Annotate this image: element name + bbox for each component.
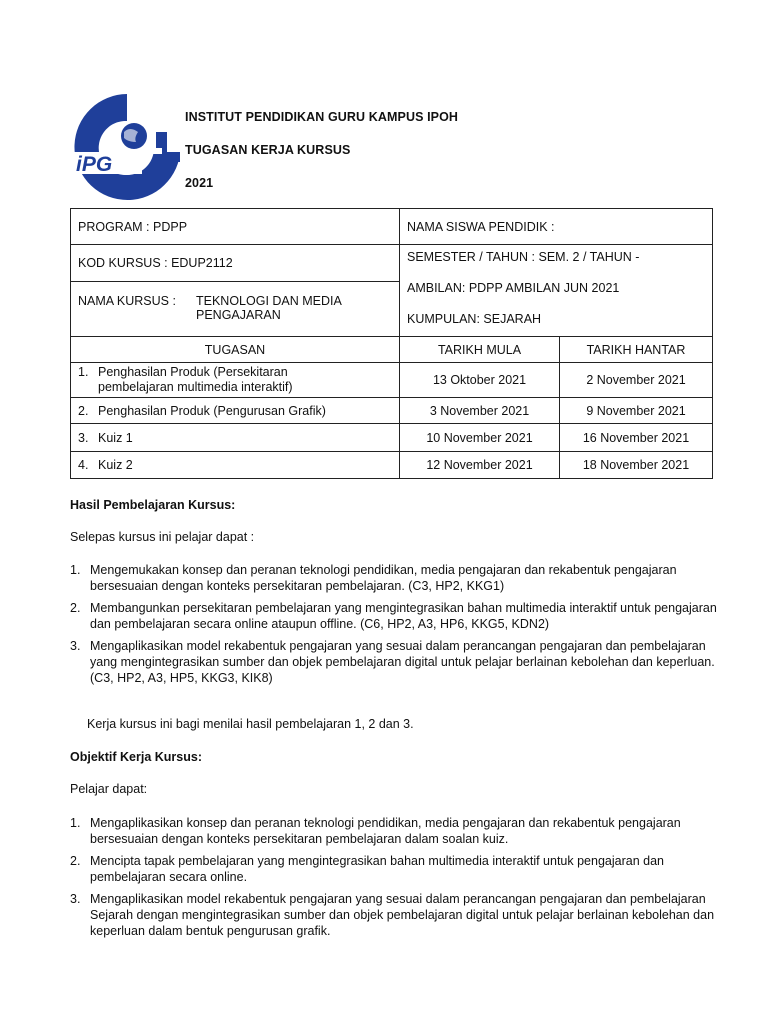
course-name-line2: PENGAJARAN [196, 308, 281, 322]
semester-cell [400, 245, 713, 337]
objectives-list [70, 815, 720, 945]
assignment-title: TUGASAN KERJA KURSUS [185, 143, 351, 157]
outcomes-note: Kerja kursus ini bagi menilai hasil pembelajaran 1, 2 dan 3. [87, 717, 414, 731]
institute-name: INSTITUT PENDIDIKAN GURU KAMPUS IPOH [185, 110, 459, 124]
ipg-logo [72, 92, 182, 204]
semester-text: SEMESTER / TAHUN : SEM. 2 / TAHUN - [407, 250, 640, 264]
header-task: TUGASAN [71, 337, 400, 363]
list-item: 3. Mengaplikasikan model rekabentuk pengajaran yang sesuai dalam perancangan pengajaran dan pembelajaran yang mengintegrasikan sumber dan objek pembelajaran digital untuk pelajar berlainan kebolehan dan keperluan. (C3, HP2, A3, HP5, KKG3, KIK8) [70, 639, 715, 685]
course-name-label: NAMA KURSUS : [78, 294, 176, 308]
outcomes-title: Hasil Pembelajaran Kursus: [70, 498, 236, 512]
list-item: 2. Mencipta tapak pembelajaran yang mengintegrasikan bahan multimedia interaktif untuk pengajaran dan pembelajaran secara online. [70, 854, 664, 884]
task-row: 3. Kuiz 1 10 November 2021 16 November 2021 [71, 424, 713, 452]
objectives-title: Objektif Kerja Kursus: [70, 750, 202, 764]
student-name-cell: NAMA SISWA PENDIDIK : [400, 209, 713, 245]
header-start: TARIKH MULA [400, 337, 560, 363]
task-row: 4. Kuiz 2 12 November 2021 18 November 2021 [71, 452, 713, 479]
course-code-cell: KOD KURSUS : EDUP2112 [71, 245, 400, 282]
outcomes-list [70, 562, 720, 692]
group-text: KUMPULAN: SEJARAH [407, 312, 542, 326]
year: 2021 [185, 176, 214, 190]
list-item: 1. Mengemukakan konsep dan peranan teknologi pendidikan, media pengajaran dan rekabentuk pengajaran bersesuaian dengan konteks persekitaran pembelajaran. (C3, HP2, KKG1) [70, 563, 677, 593]
header-due: TARIKH HANTAR [560, 337, 713, 363]
course-name-cell [71, 282, 400, 337]
task-row: 1. Penghasilan Produk (Persekitaran pembelajaran multimedia interaktif) 13 Oktober 2021 2 November 2021 [71, 363, 713, 398]
course-name-line1: TEKNOLOGI DAN MEDIA [196, 294, 342, 308]
outcomes-intro: Selepas kursus ini pelajar dapat : [70, 530, 255, 544]
course-info-table [70, 208, 713, 479]
program-cell: PROGRAM : PDPP [71, 209, 400, 245]
logo-text: iPG [76, 153, 113, 176]
list-item: 3. Mengaplikasikan model rekabentuk pengajaran yang sesuai dalam perancangan pengajaran dan pembelajaran Sejarah dengan mengintegrasikan sumber dan objek pembelajaran digital untuk pelajar berlainan kebolehan dan keperluan dalam bentuk pengurusan grafik. [70, 892, 715, 938]
intake-text: AMBILAN: PDPP AMBILAN JUN 2021 [407, 281, 620, 295]
objectives-intro: Pelajar dapat: [70, 782, 148, 796]
task-row: 2. Penghasilan Produk (Pengurusan Grafik) 3 November 2021 9 November 2021 [71, 398, 713, 424]
list-item: 2. Membangunkan persekitaran pembelajaran yang mengintegrasikan bahan multimedia interaktif untuk pengajaran dan pembelajaran secara online ataupun offline. (C6, HP2, A3, HP6, KKG5, KDN2) [70, 601, 717, 631]
list-item: 1. Mengaplikasikan konsep dan peranan teknologi pendidikan, media pengajaran dan rekabentuk pengajaran bersesuaian dengan konteks persekitaran pembelajaran dalam soalan kuiz. [70, 816, 681, 846]
